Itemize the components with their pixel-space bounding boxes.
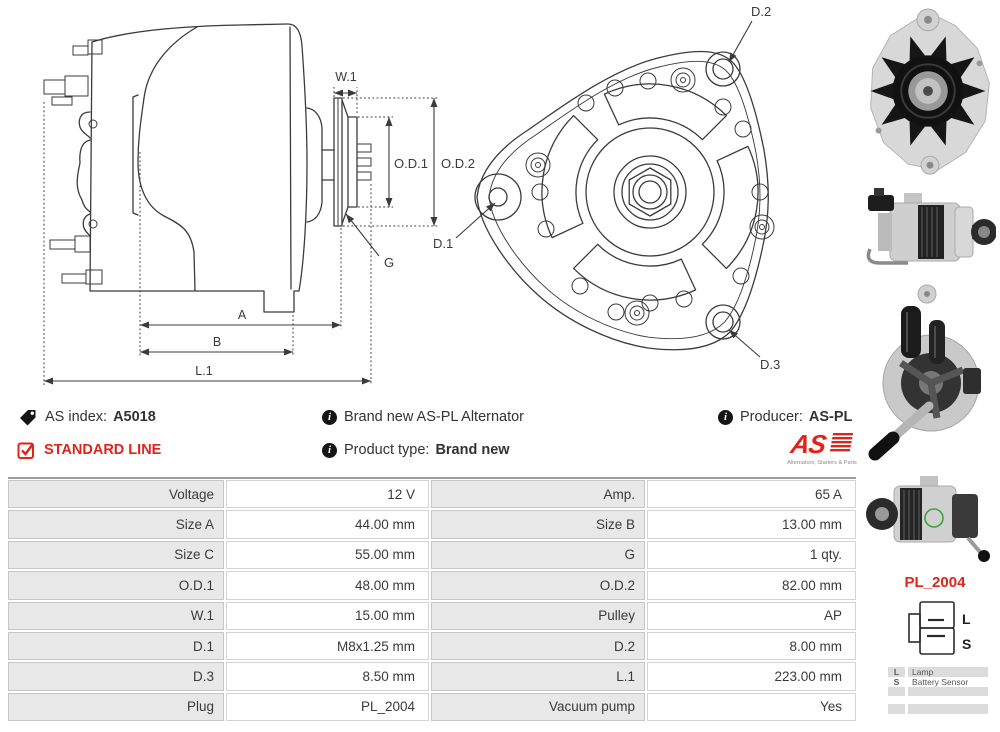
logo-text: AS <box>788 429 828 459</box>
through-bolts <box>526 68 774 325</box>
dim-label-od1: O.D.1 <box>394 156 428 171</box>
description-row <box>322 406 524 428</box>
info-icon: i <box>322 443 337 458</box>
spec-value: M8x1.25 mm <box>226 632 429 660</box>
legend-key: S <box>893 677 900 687</box>
spec-value: AP <box>647 602 856 630</box>
spec-label: Size C <box>8 541 224 569</box>
plug-type-title: PL_2004 <box>904 574 966 591</box>
product-photo-front <box>858 4 1000 182</box>
product-photo-rear <box>863 278 993 468</box>
dim-label-od2: O.D.2 <box>441 156 475 171</box>
info-icon: i <box>718 410 733 425</box>
pulley-drawing <box>334 98 371 226</box>
checkbox-icon <box>17 441 36 460</box>
spec-value: Yes <box>647 693 856 721</box>
as-index-label: AS index: <box>45 409 108 425</box>
dim-label-w1: W.1 <box>335 70 357 84</box>
vent-holes <box>532 73 768 320</box>
spec-value: 55.00 mm <box>226 541 429 569</box>
spec-label: Amp. <box>431 480 645 508</box>
dim-label-g: G <box>384 255 395 270</box>
spec-label: D.2 <box>431 632 645 660</box>
spec-label: D.1 <box>8 632 224 660</box>
legend-label: Battery Sensor <box>912 677 969 687</box>
product-type-label: Product type: <box>344 442 430 458</box>
plug-diagram <box>878 596 993 660</box>
as-pl-logo <box>786 428 858 475</box>
spec-label: Vacuum pump <box>431 693 645 721</box>
spec-value: 15.00 mm <box>226 602 429 630</box>
spec-label: Size A <box>8 510 224 538</box>
spec-label: Pulley <box>431 602 645 630</box>
spec-label: D.3 <box>8 662 224 690</box>
product-type-row <box>322 439 510 461</box>
spec-value: 44.00 mm <box>226 510 429 538</box>
legend-row <box>888 667 988 677</box>
spec-value: 8.50 mm <box>226 662 429 690</box>
spec-label: W.1 <box>8 602 224 630</box>
plug-legend <box>888 667 988 714</box>
legend-row-empty <box>888 687 988 696</box>
legend-row-empty <box>888 704 988 714</box>
mounting-studs <box>44 40 102 284</box>
spec-value: PL_2004 <box>226 693 429 721</box>
spec-label: Size B <box>431 510 645 538</box>
spec-label: O.D.1 <box>8 571 224 599</box>
dim-label-l1: L.1 <box>195 364 213 378</box>
dim-label-d3: D.3 <box>760 357 781 372</box>
producer-label: Producer: <box>740 409 803 425</box>
dim-label-a: A <box>237 308 247 322</box>
front-view-drawing <box>433 4 780 372</box>
legend-label: Lamp <box>908 667 988 677</box>
technical-drawing <box>0 0 860 395</box>
dim-label-d1: D.1 <box>433 236 454 251</box>
spec-label: Plug <box>8 693 224 721</box>
product-photo-side2 <box>860 468 996 568</box>
spec-table <box>8 477 856 721</box>
spec-label: O.D.2 <box>431 571 645 599</box>
product-photo-gallery <box>858 0 1000 570</box>
product-photo-side <box>860 185 996 277</box>
spec-value: 12 V <box>226 480 429 508</box>
spec-value: 1 qty. <box>647 541 856 569</box>
spec-label: L.1 <box>431 662 645 690</box>
spec-value: 48.00 mm <box>226 571 429 599</box>
as-index-row <box>18 406 156 428</box>
logo-tagline: Alternators, Starters & Parts <box>787 460 857 466</box>
tag-icon <box>18 407 38 427</box>
dim-label-d2: D.2 <box>751 4 772 19</box>
spec-label: Voltage <box>8 480 224 508</box>
info-icon: i <box>322 410 337 425</box>
product-description: Brand new AS-PL Alternator <box>344 409 525 425</box>
plug-terminal-l: L <box>962 611 971 627</box>
product-type-value: Brand new <box>435 442 510 458</box>
spec-value: 8.00 mm <box>647 632 856 660</box>
legend-row <box>888 677 988 687</box>
standard-line-row <box>17 439 161 461</box>
producer-value: AS-PL <box>808 409 853 425</box>
spec-value: 223.00 mm <box>647 662 856 690</box>
producer-row <box>718 406 852 428</box>
side-view-drawing <box>44 24 475 385</box>
spec-label: G <box>431 541 645 569</box>
spec-value: 82.00 mm <box>647 571 856 599</box>
legend-key: L <box>888 667 905 677</box>
spec-value: 65 A <box>647 480 856 508</box>
dim-label-b: B <box>212 335 222 349</box>
standard-line-badge: STANDARD LINE <box>44 442 162 458</box>
as-index-value: A5018 <box>113 409 156 425</box>
plug-terminal-s: S <box>962 636 972 652</box>
spec-value: 13.00 mm <box>647 510 856 538</box>
